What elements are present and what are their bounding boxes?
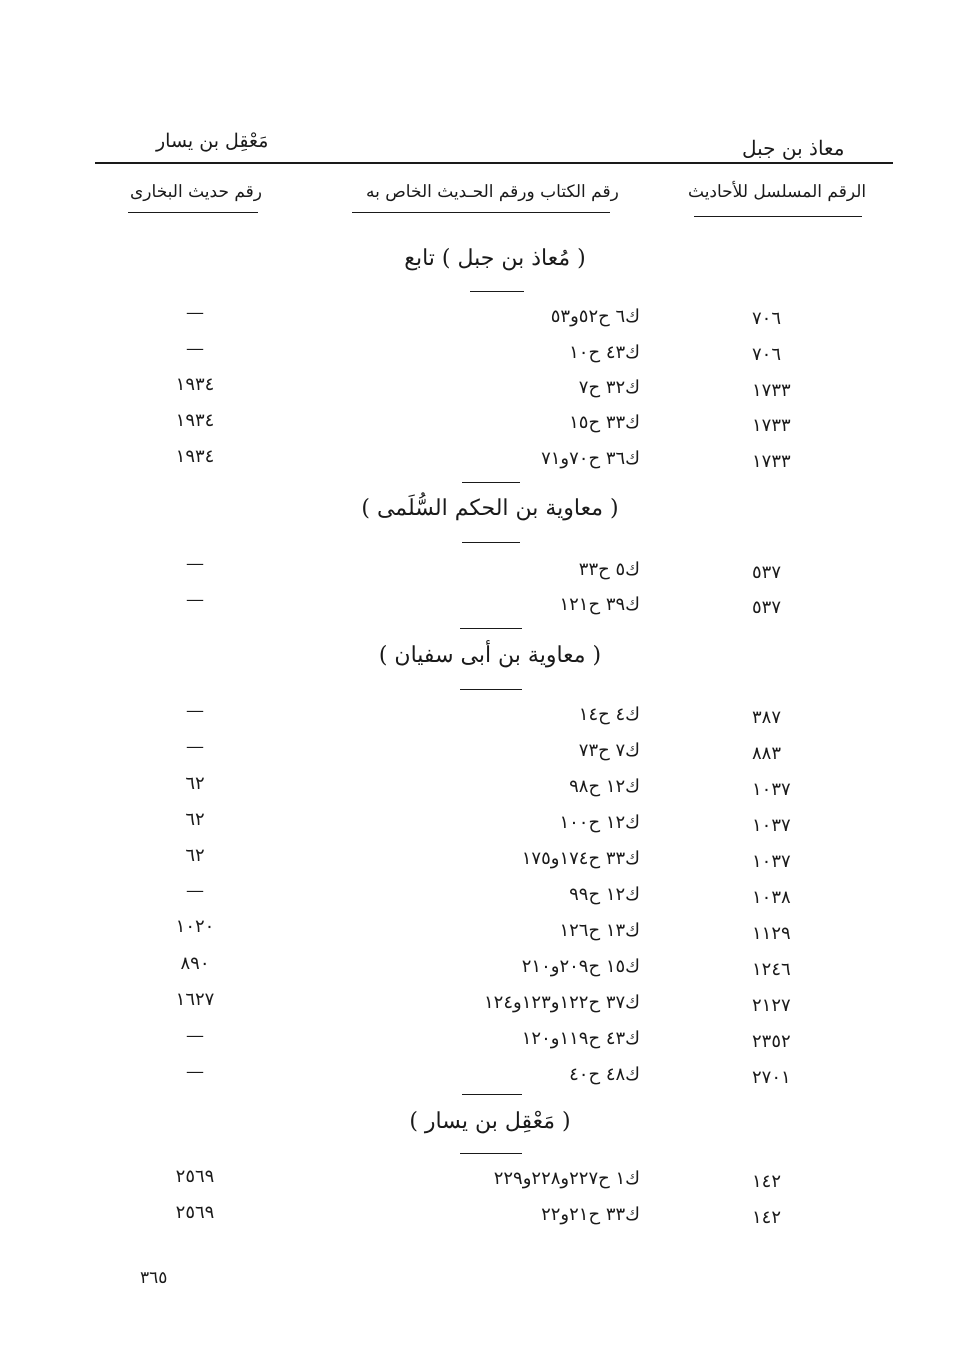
serial-cell: ٢٣٥٢ bbox=[752, 1031, 791, 1052]
book-ref-cell: ك٣٣ ح١٧٤و١٧٥ bbox=[521, 848, 640, 869]
book-ref-cell: ك٣٧ ح١٢٢و١٢٣و١٢٤ bbox=[484, 992, 640, 1013]
book-ref-cell: ك٤٣ ح١٠ bbox=[569, 342, 640, 363]
serial-cell: ٢١٢٧ bbox=[752, 995, 791, 1016]
serial-cell: ١٧٣٣ bbox=[752, 380, 791, 401]
serial-cell: ٢٧٠١ bbox=[752, 1067, 791, 1088]
section-rule bbox=[460, 1153, 522, 1154]
bukhari-cell: ٢٥٦٩ bbox=[175, 1202, 215, 1223]
bukhari-cell: — bbox=[186, 1025, 204, 1046]
book-ref-cell: ك١٥ ح٢٠٩و٢١٠ bbox=[521, 956, 640, 977]
serial-cell: ١٢٤٦ bbox=[752, 959, 791, 980]
column-heading-bukhari: رقم حديث البخارى bbox=[130, 182, 263, 202]
book-ref-cell: ك٣٦ ح٧٠و٧١ bbox=[541, 448, 640, 469]
bukhari-cell: ٦٢ bbox=[185, 809, 205, 830]
serial-cell: ١٠٣٧ bbox=[752, 779, 791, 800]
section-title: ( معاوية بن الحكم السُّلَمى ) bbox=[361, 496, 619, 521]
serial-cell: ١٤٢ bbox=[752, 1171, 782, 1192]
bukhari-cell: — bbox=[186, 589, 204, 610]
serial-cell: ٧٠٦ bbox=[752, 308, 782, 329]
serial-cell: ٧٠٦ bbox=[752, 344, 782, 365]
section-title: ( مُعاذ بن جبل ) تابع bbox=[404, 246, 586, 271]
serial-cell: ٣٨٧ bbox=[752, 707, 782, 728]
column-heading-underline bbox=[694, 216, 862, 217]
section-rule bbox=[462, 542, 520, 543]
bukhari-cell: — bbox=[186, 302, 204, 323]
serial-cell: ١٧٣٣ bbox=[752, 415, 791, 436]
serial-cell: ١٠٣٧ bbox=[752, 815, 791, 836]
section-title: ( مَعْقِل بن يسار ) bbox=[409, 1109, 571, 1134]
book-ref-cell: ك٥ ح٣٣ bbox=[578, 559, 640, 580]
bukhari-cell: — bbox=[186, 736, 204, 757]
bukhari-cell: ٦٢ bbox=[185, 845, 205, 866]
serial-cell: ١٠٣٨ bbox=[752, 887, 791, 908]
column-heading-underline bbox=[128, 212, 258, 213]
book-ref-cell: ك١٢ ح١٠٠ bbox=[559, 812, 640, 833]
bukhari-cell: ٨٩٠ bbox=[180, 953, 210, 974]
bukhari-cell: — bbox=[186, 880, 204, 901]
book-ref-cell: ك١٢ ح٩٨ bbox=[569, 776, 640, 797]
bukhari-cell: ١٩٣٤ bbox=[175, 446, 215, 467]
bukhari-cell: ٦٢ bbox=[185, 773, 205, 794]
bukhari-cell: — bbox=[186, 553, 204, 574]
column-heading-underline bbox=[352, 212, 610, 213]
bukhari-cell: — bbox=[186, 1061, 204, 1082]
header-rule bbox=[95, 162, 893, 164]
book-ref-cell: ك٣٢ ح٧ bbox=[578, 377, 640, 398]
section-rule bbox=[462, 1094, 522, 1095]
book-ref-cell: ك٧ ح٧٣ bbox=[578, 740, 640, 761]
book-ref-cell: ك٤٨ ح٤٠ bbox=[569, 1064, 640, 1085]
book-ref-cell: ك٣٣ ح٢١و٢٢ bbox=[541, 1204, 640, 1225]
page-number: ٣٦٥ bbox=[140, 1268, 168, 1288]
bukhari-cell: ١٩٣٤ bbox=[175, 410, 215, 431]
serial-cell: ١٧٣٣ bbox=[752, 451, 791, 472]
bukhari-cell: ١٦٢٧ bbox=[175, 989, 215, 1010]
book-ref-cell: ك١٢ ح٩٩ bbox=[569, 884, 640, 905]
running-header-left: مَعْقِل بن يسار bbox=[156, 130, 269, 152]
book-ref-cell: ك٦ ح٥٢و٥٣ bbox=[550, 306, 640, 327]
section-rule bbox=[460, 689, 522, 690]
section-rule bbox=[462, 482, 520, 483]
section-rule bbox=[470, 291, 524, 292]
section-title: ( معاوية بن أبى سفيان ) bbox=[378, 643, 602, 668]
serial-cell: ١٠٣٧ bbox=[752, 851, 791, 872]
serial-cell: ٨٨٣ bbox=[752, 743, 782, 764]
book-ref-cell: ك٣٣ ح١٥ bbox=[569, 412, 640, 433]
bukhari-cell: — bbox=[186, 700, 204, 721]
book-ref-cell: ك١ ح٢٢٧و٢٢٨و٢٢٩ bbox=[493, 1168, 640, 1189]
book-ref-cell: ك١٣ ح١٢٦ bbox=[559, 920, 640, 941]
serial-cell: ٥٣٧ bbox=[752, 562, 782, 583]
book-ref-cell: ك٣٩ ح١٢١ bbox=[559, 594, 640, 615]
serial-cell: ٥٣٧ bbox=[752, 597, 782, 618]
book-ref-cell: ك٤٣ ح١١٩و١٢٠ bbox=[521, 1028, 640, 1049]
bukhari-cell: — bbox=[186, 338, 204, 359]
running-header-right: معاذ بن جبل bbox=[742, 136, 845, 160]
serial-cell: ١٤٢ bbox=[752, 1207, 782, 1228]
column-heading-book-ref: رقم الكتاب ورقم الحـديث الخاص به bbox=[366, 182, 619, 202]
serial-cell: ١١٢٩ bbox=[752, 923, 791, 944]
bukhari-cell: ٢٥٦٩ bbox=[175, 1166, 215, 1187]
bukhari-cell: ١٩٣٤ bbox=[175, 374, 215, 395]
bukhari-cell: ١٠٢٠ bbox=[175, 916, 215, 937]
book-ref-cell: ك٤ ح١٤ bbox=[578, 704, 640, 725]
section-rule bbox=[460, 628, 522, 629]
column-heading-serial: الرقم المسلسل للأحاديث bbox=[688, 182, 867, 202]
